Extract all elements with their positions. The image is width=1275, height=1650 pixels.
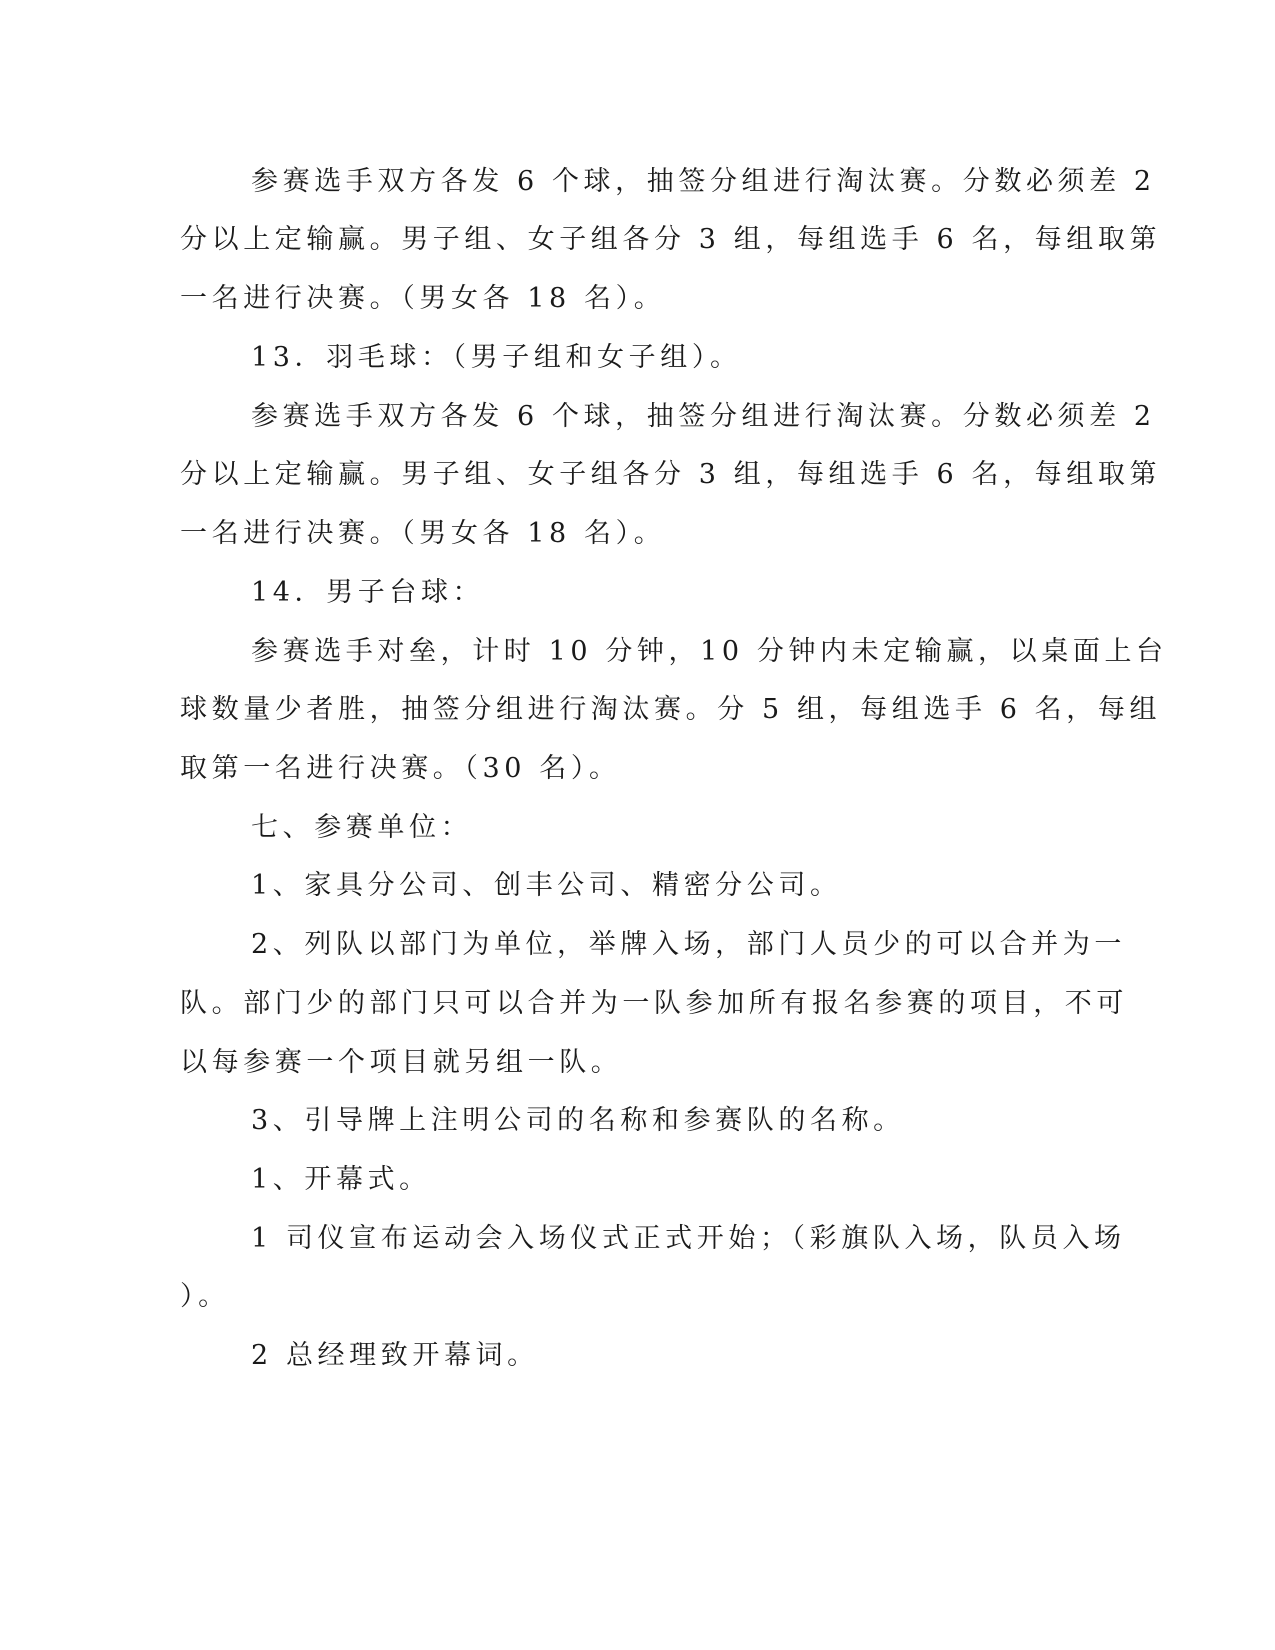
- text-line: 队。部门少的部门只可以合并为一队参加所有报名参赛的项目，不可: [180, 988, 1128, 1019]
- text-line: 以每参赛一个项目就另组一队。: [180, 1047, 623, 1078]
- text-line: 取第一名进行决赛。（30 名）。: [180, 753, 621, 784]
- text-line: 参赛选手双方各发 6 个球，抽签分组进行淘汰赛。分数必须差 2: [251, 401, 1156, 432]
- text-line: 1 司仪宣布运动会入场仪式正式开始；（彩旗队入场，队员入场: [251, 1223, 1126, 1254]
- section-heading: 1、开幕式。: [251, 1164, 431, 1195]
- text-line: 参赛选手对垒，计时 10 分钟，10 分钟内未定输赢，以桌面上台: [251, 636, 1168, 667]
- text-line: 3、引导牌上注明公司的名称和参赛队的名称。: [251, 1105, 905, 1136]
- text-line: 分以上定输赢。男子组、女子组各分 3 组，每组选手 6 名，每组取第: [180, 459, 1162, 490]
- text-line: 参赛选手双方各发 6 个球，抽签分组进行淘汰赛。分数必须差 2: [251, 166, 1156, 197]
- text-line: 一名进行决赛。（男女各 18 名）。: [180, 518, 666, 549]
- text-line: ）。: [180, 1281, 230, 1312]
- text-line: 1、家具分公司、创丰公司、精密分公司。: [251, 870, 842, 901]
- text-line: 一名进行决赛。（男女各 18 名）。: [180, 283, 666, 314]
- text-line: 2、列队以部门为单位，举牌入场，部门人员少的可以合并为一: [251, 929, 1126, 960]
- text-line: 分以上定输赢。男子组、女子组各分 3 组，每组选手 6 名，每组取第: [180, 224, 1162, 255]
- text-line: 球数量少者胜，抽签分组进行淘汰赛。分 5 组，每组选手 6 名，每组: [180, 694, 1162, 725]
- section-heading: 13．羽毛球：（男子组和女子组）。: [251, 342, 742, 373]
- section-heading: 14．男子台球：: [251, 577, 485, 608]
- section-heading: 七、参赛单位：: [251, 812, 473, 843]
- text-line: 2 总经理致开幕词。: [251, 1340, 539, 1371]
